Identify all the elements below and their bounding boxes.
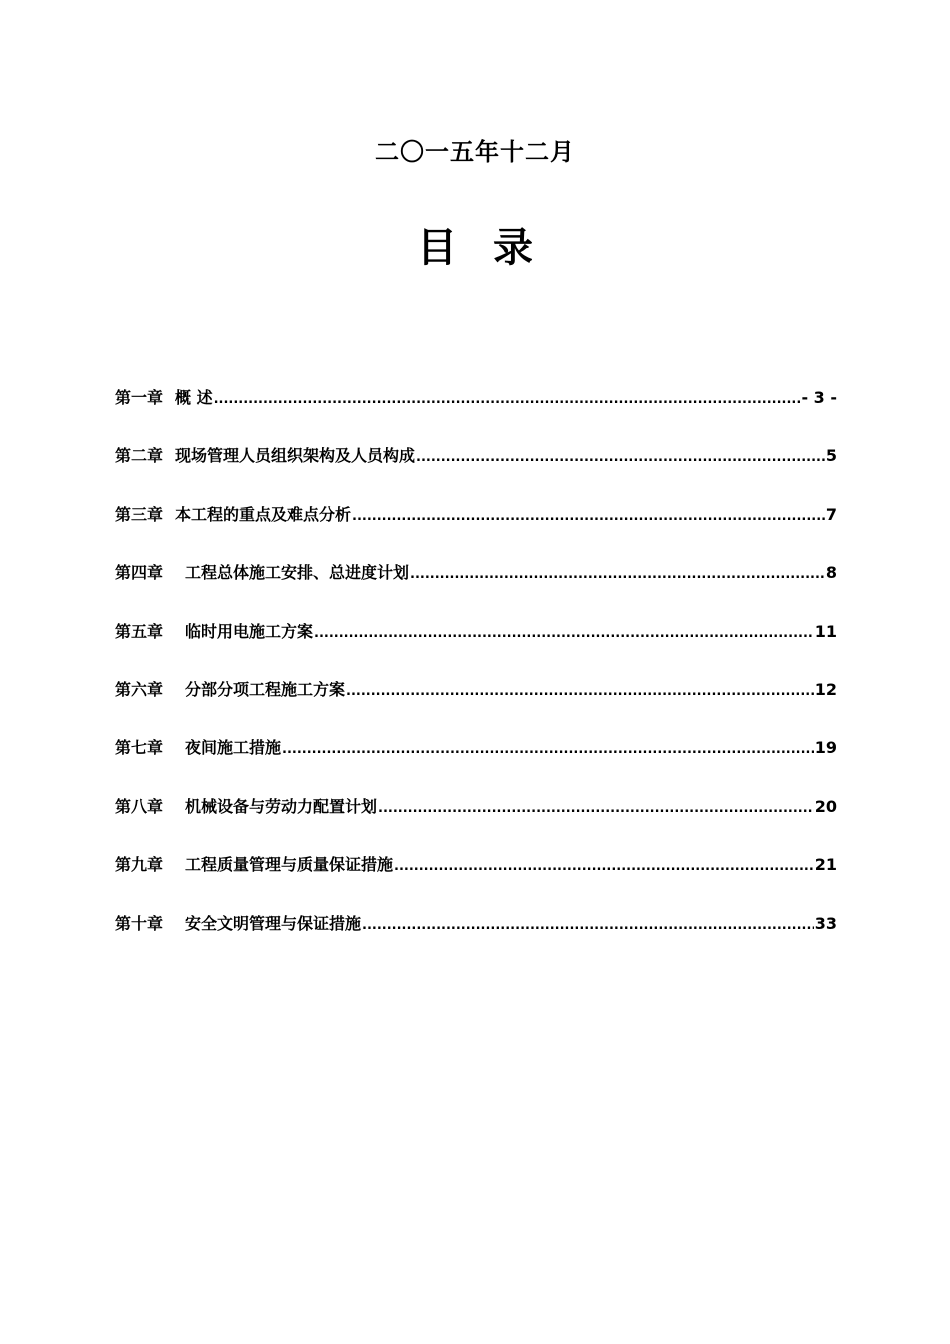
- table-of-contents: [115, 380, 837, 964]
- toc-leader-dots: [378, 789, 814, 827]
- toc-chapter-number: 第三章: [115, 504, 164, 524]
- toc-entry[interactable]: [115, 438, 837, 496]
- toc-page-number: 33: [814, 913, 837, 933]
- toc-chapter-number: 第五章: [115, 621, 164, 641]
- toc-page-number: 5: [825, 446, 837, 466]
- toc-leader-dots: [394, 847, 814, 885]
- toc-chapter-title: 分部分项工程施工方案: [185, 679, 346, 699]
- toc-page-number: 11: [814, 621, 837, 641]
- toc-chapter-number: 第四章: [115, 563, 164, 583]
- toc-chapter-title: 临时用电施工方案: [185, 621, 314, 641]
- toc-leader-dots: [314, 614, 814, 652]
- toc-chapter-title: 机械设备与劳动力配置计划: [185, 796, 378, 816]
- toc-chapter-title: 夜间施工措施: [185, 738, 282, 758]
- toc-entry[interactable]: [115, 789, 837, 847]
- toc-page-number: 19: [814, 738, 837, 758]
- toc-chapter-title: 工程总体施工安排、总进度计划: [185, 563, 410, 583]
- toc-entry[interactable]: [115, 730, 837, 788]
- toc-chapter-number: 第二章: [115, 446, 164, 466]
- toc-leader-dots: [416, 438, 825, 476]
- toc-chapter-number: 第八章: [115, 796, 164, 816]
- toc-page-number: 8: [825, 563, 837, 583]
- toc-leader-dots: [362, 906, 814, 944]
- toc-chapter-number: 第十章: [115, 913, 164, 933]
- toc-entry[interactable]: [115, 906, 837, 964]
- toc-chapter-number: 第九章: [115, 855, 164, 875]
- toc-page-number: 7: [825, 504, 837, 524]
- toc-leader-dots: [352, 497, 825, 535]
- toc-entry[interactable]: [115, 380, 837, 438]
- toc-chapter-title: 概 述: [175, 388, 213, 407]
- toc-entry[interactable]: [115, 497, 837, 555]
- document-date: 二〇一五年十二月: [375, 138, 575, 166]
- toc-page-number: 21: [814, 855, 837, 875]
- toc-chapter-number: 第七章: [115, 738, 164, 758]
- toc-page-number: 20: [814, 796, 837, 816]
- toc-page-number: - 3 -: [801, 388, 837, 407]
- toc-entry[interactable]: [115, 672, 837, 730]
- toc-chapter-title: 安全文明管理与保证措施: [185, 913, 362, 933]
- toc-leader-dots: [282, 730, 814, 768]
- toc-entry[interactable]: [115, 847, 837, 905]
- toc-heading-part1: 目: [417, 224, 457, 271]
- toc-page-number: 12: [814, 679, 837, 699]
- toc-entry[interactable]: [115, 555, 837, 613]
- toc-chapter-title: 现场管理人员组织架构及人员构成: [175, 446, 416, 466]
- toc-chapter-title: 本工程的重点及难点分析: [175, 504, 352, 524]
- toc-chapter-title: 工程质量管理与质量保证措施: [185, 855, 394, 875]
- toc-entry[interactable]: [115, 614, 837, 672]
- toc-heading-part2: 录: [493, 224, 533, 271]
- toc-chapter-number: 第六章: [115, 679, 164, 699]
- toc-heading: [0, 222, 950, 274]
- toc-leader-dots: [410, 555, 825, 593]
- toc-chapter-number: 第一章: [115, 388, 164, 407]
- toc-leader-dots: [214, 380, 801, 418]
- toc-leader-dots: [346, 672, 814, 710]
